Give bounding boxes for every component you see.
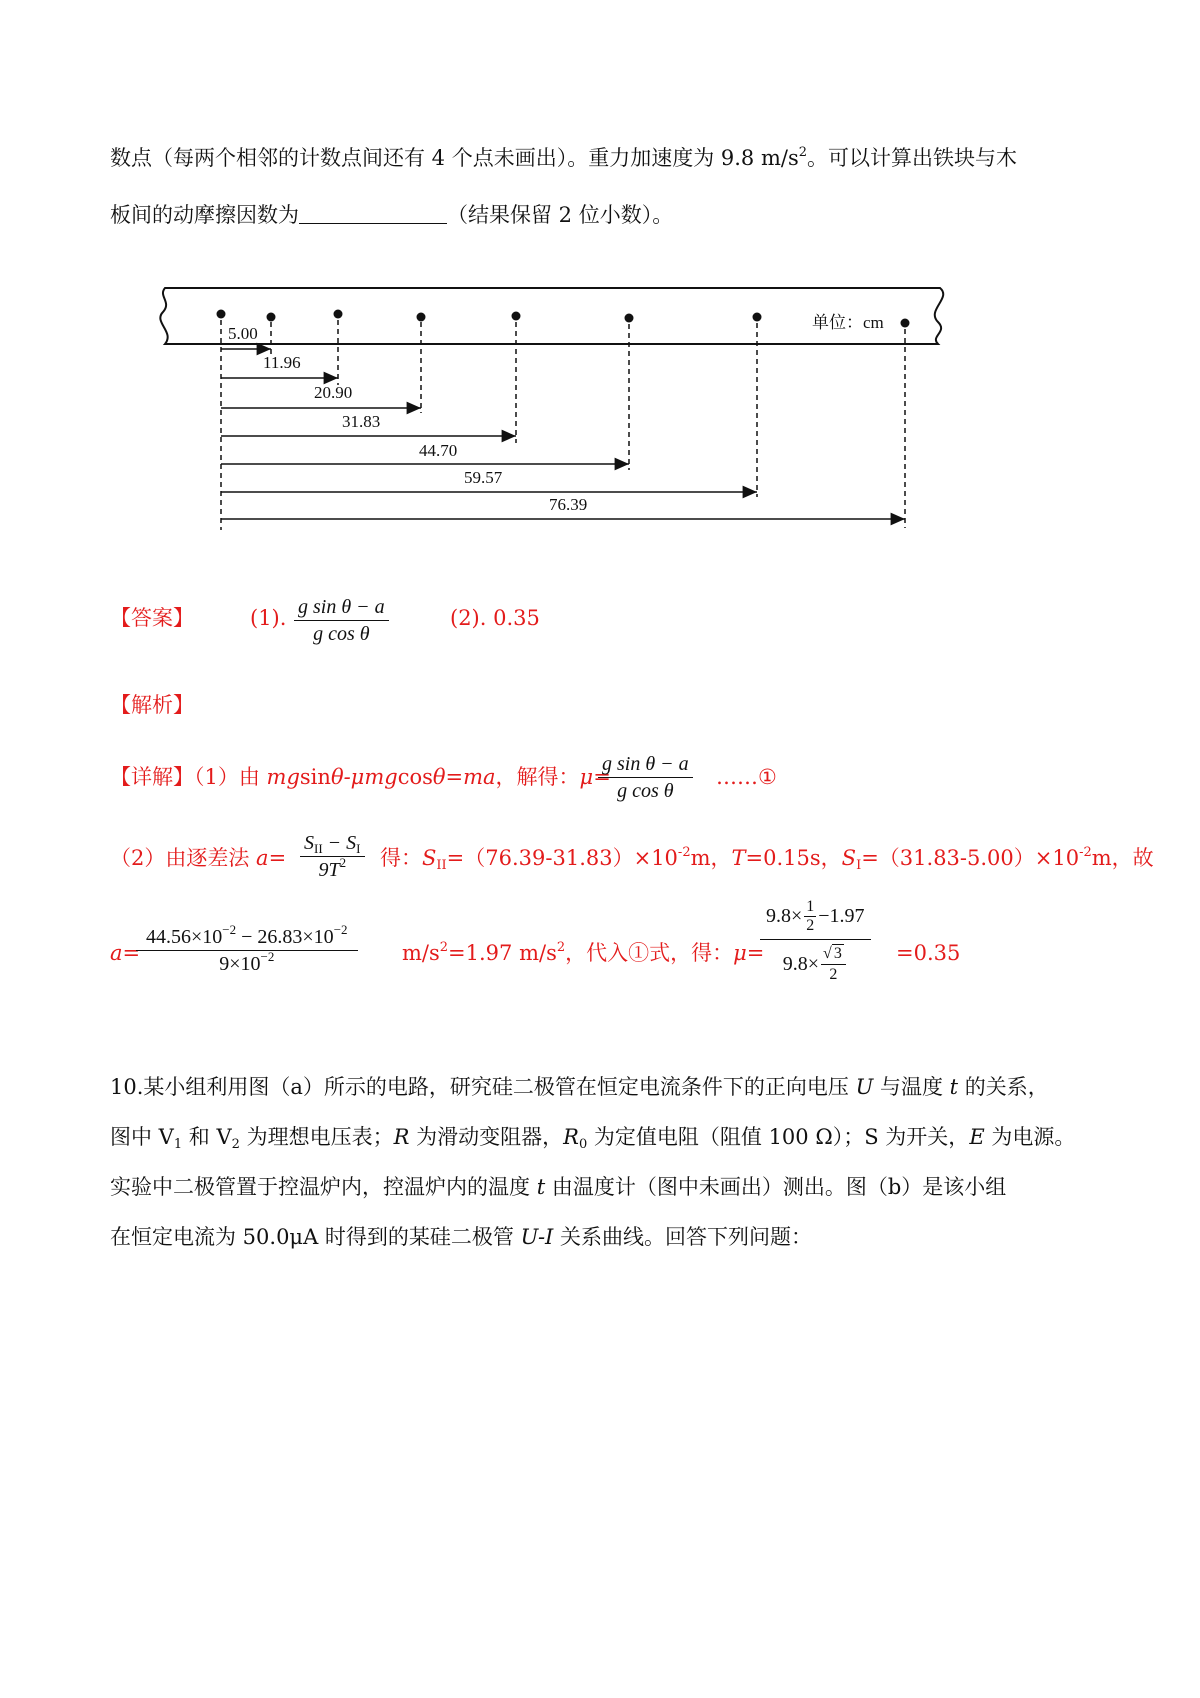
distance-label: 11.96: [263, 353, 301, 372]
q10-line-2: 图中 $V_1$ 和 $V_2$ 为理想电压表；R 为滑动变阻器，$R_0$ 为定值电阻（阻值 100 Ω）；S 为开关，E 为电源。: [110, 1125, 1076, 1152]
tape-point: [625, 314, 634, 323]
unit-label: 单位：cm: [812, 313, 884, 332]
detail-equation-ref: ……①: [716, 765, 777, 789]
tape-point: [334, 310, 343, 319]
answer-blank[interactable]: [299, 205, 447, 224]
detail-line-3-b: $m/s^2=1.97$ $m/s^2$，代入①式，得：μ=: [402, 940, 765, 965]
q10-line-1: 10.某小组利用图（a）所示的电路，研究硅二极管在恒定电流条件下的正向电压 U 与温度 t 的关系，: [110, 1075, 1049, 1099]
distance-label: 20.90: [314, 383, 353, 402]
ticker-tape-diagram: [0, 270, 1200, 540]
answer-part1-fraction: $\frac{\text{g sin θ − a}}{\text{g cos θ}}$: [294, 594, 389, 647]
tape-point: [267, 313, 276, 322]
detail-line-2-start: （2）由逐差法 a=: [110, 846, 287, 870]
tape-point: [217, 310, 226, 319]
intro-line-1: 数点（每两个相邻的计数点间还有 4 个点未画出）。重力加速度为 9.8 $m/s^2$。可以计算出铁块与木: [110, 145, 1018, 170]
detail-line-3-result: =0.35: [896, 941, 961, 965]
diff-method-fraction: $\frac{S_{II} - S_I}{9T^2}$: [300, 830, 365, 883]
distance-label: 44.70: [419, 441, 458, 460]
tape-point: [901, 319, 910, 328]
tape-point: [512, 312, 521, 321]
answer-tag: 【答案】: [110, 606, 194, 630]
q10-line-4: 在恒定电流为 50.0μA 时得到的某硅二极管 U-I 关系曲线。回答下列问题：: [110, 1225, 813, 1249]
tape-point: [417, 313, 426, 322]
q10-line-3: 实验中二极管置于控温炉内，控温炉内的温度 t 由温度计（图中未画出）测出。图（b）是该小组: [110, 1175, 1007, 1199]
tape-points: [217, 310, 910, 328]
distance-label: 31.83: [342, 412, 381, 431]
analysis-tag: 【解析】: [110, 693, 194, 717]
detail-line-1: 【详解】（1）由 mgsinθ-μmgcosθ=ma，解得：μ=: [110, 765, 611, 789]
tape-point: [753, 313, 762, 322]
detail-line-2-rest: 得：$S_{II}=(76.39-31.83)\times 10^{-2}m$，T=0.15s，$S_I=(31.83-5.00)\times 10^{-2}m$，故: [380, 845, 1154, 873]
acceleration-fraction: $\frac{44.56\times 10^{-2} - 26.83\times 10^{-2}}{9\times 10^{-2}}$: [136, 924, 358, 977]
answer-part2: (2). 0.35: [450, 606, 540, 630]
detail-line-3-a: a=: [110, 941, 141, 965]
answer-part1-label: (1).: [250, 606, 287, 630]
distance-label: 59.57: [464, 468, 503, 487]
intro-line-2: 板间的动摩擦因数为 （结果保留 2 位小数）。: [110, 203, 674, 227]
distance-arrows: [221, 349, 905, 519]
mu-final-fraction: 9.8× $\frac{1}{2}$ −1.97 9.8× $\frac{√ 3}{2}$: [760, 898, 871, 985]
distance-label: 76.39: [549, 495, 588, 514]
distance-label: 5.00: [228, 324, 258, 343]
detail-mu-fraction: $\frac{\text{g sin θ − a}}{\text{g cos θ}}$: [598, 751, 693, 804]
